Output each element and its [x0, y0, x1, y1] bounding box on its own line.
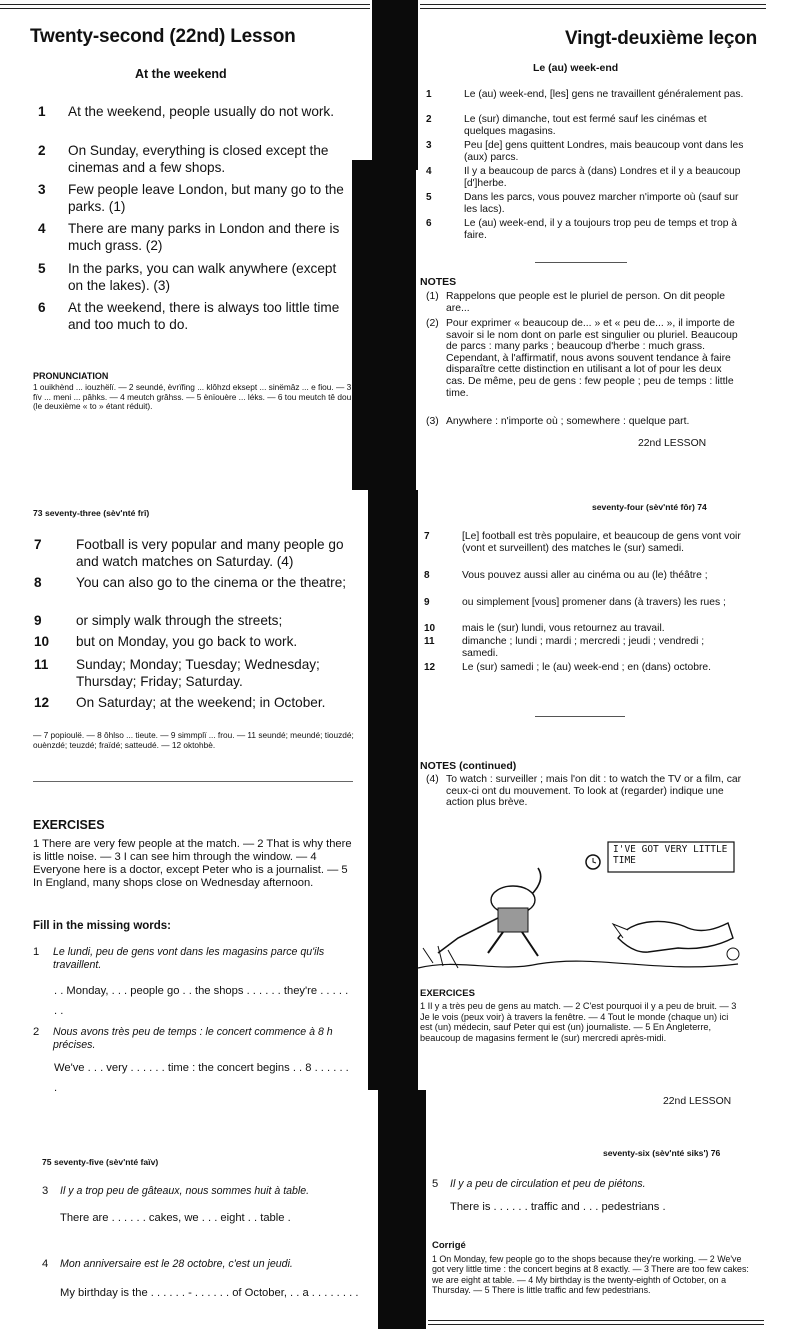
list-item: 1 Le (au) week-end, [les] gens ne travaillent généralement pas. [426, 89, 744, 100]
list-item: 5 Dans les parcs, vous pouvez marcher n'importe où (sauf sur les lacs). [426, 192, 739, 215]
pronunciation-heading: PRONUNCIATION [33, 371, 109, 381]
list-item: 1 At the weekend, people usually do not work. [38, 104, 335, 119]
page-title-fr: Vingt-deuxième leçon [565, 28, 758, 49]
list-item: 2 Le (sur) dimanche, tout est fermé sauf les cinémas et quelques magasins. [426, 114, 707, 137]
fill-answer-line: There is . . . . . . traffic and . . . pedestrians . [450, 1201, 666, 1213]
separator [535, 716, 625, 717]
page-header: 75 seventy-five (sèv'nté faïv) [42, 1157, 159, 1167]
fill-answer-line: . . Monday, . . . people go . . the shops . . . . . . they're . . . . . . . [54, 985, 349, 1017]
list-item: 8 Vous pouvez aussi aller au cinéma ou au (le) théâtre ; [424, 570, 708, 581]
fill-item: 2 Nous avons très peu de temps : le concert commence à 8 h précises. [33, 1026, 333, 1051]
section-rule [33, 781, 353, 782]
list-item: 3 Few people leave London, but many go to the parks. (1) [38, 182, 344, 214]
top-rule-right-2 [420, 8, 766, 9]
notes-continued-heading: NOTES (continued) [420, 760, 517, 772]
corrige-text: 1 On Monday, few people go to the shops because they're working. — 2 We've got very little time : the concert begins at 8 exactly. — 3 There are too few cakes: we are eight at table. — 4 My birthday is the twenty-eighth of October, on a Thursday. — 5 There is little traffic and few pedestrians. [432, 1254, 749, 1296]
list-item: 7 [Le] football est très populaire, et beaucoup de gens vont voir (vont et surveillent) des matches le (sur) samedi. [424, 531, 741, 554]
list-item: 9 or simply walk through the streets; [34, 613, 283, 628]
section-subtitle-fr: Le (au) week-end [533, 62, 619, 74]
page-header: 73 seventy-three (sèv'nté frî) [33, 508, 150, 518]
list-item: 4 Il y a beaucoup de parcs à (dans) Londres et il y a beaucoup [d']herbe. [426, 166, 741, 189]
page-title: Twenty-second (22nd) Lesson [30, 26, 296, 47]
fill-answer-line: We've . . . very . . . . . . time : the concert begins . . 8 . . . . . . . [54, 1062, 349, 1094]
exercises-heading: EXERCISES [33, 818, 105, 832]
list-item: 8 You can also go to the cinema or the theatre; [34, 575, 347, 590]
list-item: 6 Le (au) week-end, il y a toujours trop peu de temps et trop à faire. [426, 218, 738, 241]
bottom-rule-right-2 [428, 1324, 764, 1325]
top-rule-left [0, 4, 370, 5]
page-footer: 22nd LESSON [663, 1096, 732, 1107]
list-item: 11 Sunday; Monday; Tuesday; Wednesday; Thursday; Friday; Saturday. [34, 657, 320, 689]
list-item: 12 On Saturday; at the weekend; in October. [34, 695, 326, 710]
fill-item: 3 Il y a trop peu de gâteaux, nous sommes huit à table. [42, 1185, 310, 1197]
list-item: 12 Le (sur) samedi ; le (au) week-end ; en (dans) octobre. [424, 662, 711, 673]
bottom-rule-right [428, 1320, 764, 1321]
list-item: 4 There are many parks in London and there is much grass. (2) [38, 221, 340, 253]
fill-answer-line: My birthday is the . . . . . . - . . . . . . of October, . . a . . . . . . . . [60, 1287, 359, 1299]
speech-bubble-text: I'VE GOT VERY LITTLE TIME [613, 844, 728, 866]
binding-shadow [368, 490, 418, 1090]
list-item: 11 dimanche ; lundi ; mardi ; mercredi ; jeudi ; vendredi ; samedi. [424, 636, 705, 659]
binding-shadow [372, 0, 418, 170]
binding-shadow [378, 1090, 426, 1329]
note-item: (2) Pour exprimer « beaucoup de... » et « peu de... », il importe de savoir si le nom dont on parle est singulier ou pluriel. Beaucoup de parcs : many parks ; beaucoup d'herbe : much grass. Cependant, à l'affirmatif, nous avons souvent tendance à faire disparaître cette distinction en utilisant a lot of pour les deux cas. De même, peu de gens : few people ; peu de temps : little time. [426, 318, 738, 399]
fill-answer-line: There are . . . . . . cakes, we . . . eight . . table . [60, 1212, 291, 1224]
list-item: 10 mais le (sur) lundi, vous retournez au travail. [424, 623, 665, 634]
list-item: 2 On Sunday, everything is closed except the cinemas and a few shops. [38, 143, 329, 175]
section-subtitle: At the weekend [135, 67, 227, 81]
notes-heading: NOTES [420, 276, 457, 288]
top-rule-left-2 [0, 8, 370, 9]
pronunciation-text-2: — 7 popioulë. — 8 ôhlso ... tieute. — 9 simmplï ... frou. — 11 seundé; meundé; tiouzdé; ouènzdé; teuzdé; fraïdé; satteudé. — 12 oktohbè. [33, 730, 354, 750]
note-item: (4) To watch : surveiller ; mais l'on dit : to watch the TV or a film, car ceux-ci ont du mouvement. To look at (regarder) indique une action plus brève. [426, 774, 742, 809]
fill-heading: Fill in the missing words: [33, 920, 172, 932]
corrige-heading: Corrigé [432, 1240, 466, 1251]
list-item: 6 At the weekend, there is always too little time and too much to do. [38, 300, 340, 332]
binding-shadow [352, 160, 416, 490]
fill-item: 1 Le lundi, peu de gens vont dans les magasins parce qu'ils travaillent. [33, 946, 325, 971]
list-item: 7 Football is very popular and many people go and watch matches on Saturday. (4) [34, 537, 344, 569]
page-header: seventy-four (sèv'nté fôr) 74 [592, 502, 707, 512]
list-item: 9 ou simplement [vous] promener dans (à travers) les rues ; [424, 597, 726, 608]
cartoon-illustration [418, 828, 748, 978]
fill-item: 5 Il y a peu de circulation et peu de piétons. [432, 1178, 646, 1190]
page-header: seventy-six (sèv'nté siks') 76 [603, 1148, 721, 1158]
list-item: 3 Peu [de] gens quittent Londres, mais beaucoup vont dans les (aux) parcs. [426, 140, 744, 163]
pronunciation-text: 1 ouikhènd ... iouzhëlï. — 2 seundé, èvrïfing ... klôhzd eksept ... sinëmâz ... e fiou. — 3 fïv ... meni ... pâhks. — 4 meutch grâhss. — 5 ènïouère ... léks. — 6 tou meutch tê dou (le deuxième « to » étant réduit). [33, 382, 352, 412]
exercices-text: 1 Il y a très peu de gens au match. — 2 C'est pourquoi il y a peu de bruit. — 3 Je le vois (peux voir) à travers la fenêtre. — 4 Tout le monde (chaque un) ici est (un) médecin, sauf Peter qui est (un) journaliste. — 5 En Angleterre, beaucoup de magasins ferment le (sur) mercredi après-midi. [420, 1001, 737, 1043]
top-rule-right [420, 4, 766, 5]
list-item: 5 In the parks, you can walk anywhere (except on the lakes). (3) [38, 261, 337, 293]
separator [535, 262, 627, 263]
fill-item: 4 Mon anniversaire est le 28 octobre, c'est un jeudi. [42, 1258, 293, 1270]
note-item: (1) Rappelons que people est le pluriel de person. On dit people are... [426, 291, 726, 314]
exercices-heading: EXERCICES [420, 988, 475, 999]
exercises-text: 1 There are very few people at the match. — 2 That is why there is little noise. — 3 I can see him through the window. — 4 Everyone here is a doctor, except Peter who is a journalist. — 5 In England, many shops close on Wednesday afternoon. [33, 838, 352, 889]
note-item: (3) Anywhere : n'importe où ; somewhere : quelque part. [426, 416, 690, 427]
page-footer: 22nd LESSON [638, 438, 707, 449]
list-item: 10 but on Monday, you go back to work. [34, 634, 298, 649]
